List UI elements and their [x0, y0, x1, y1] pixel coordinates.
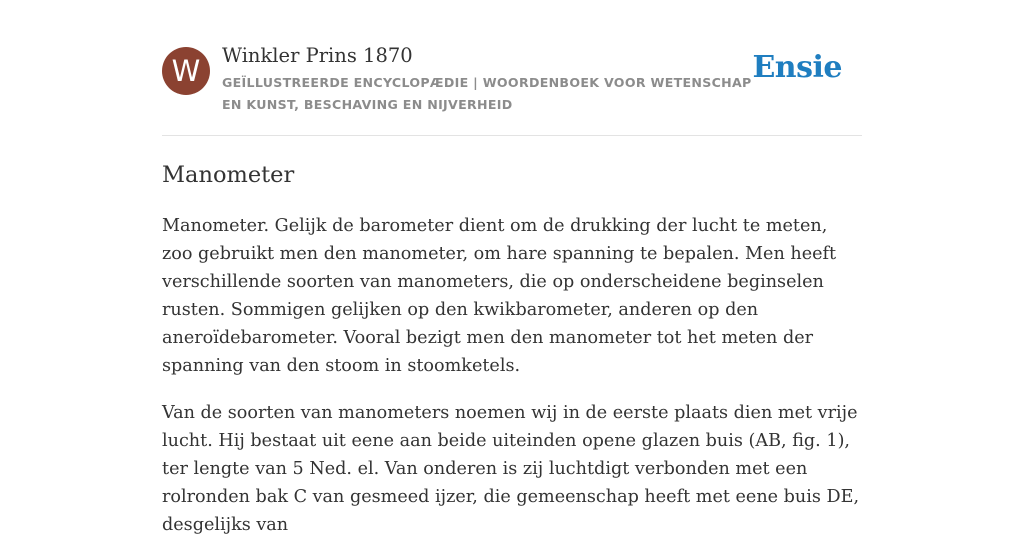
content-container	[162, 0, 862, 539]
source-header	[162, 0, 862, 136]
entry-title: Manometer	[162, 162, 295, 188]
source-avatar[interactable]: W	[162, 47, 210, 95]
source-subtitle: GEÏLLUSTREERDE ENCYCLOPÆDIE | WOORDENBOEK VOOR WETENSCHAP EN KUNST, BESCHAVING EN NIJVERHEID	[222, 75, 752, 112]
source-title[interactable]: Winkler Prins 1870	[222, 44, 413, 67]
entry-paragraph: Manometer. Gelijk de barometer dient om de drukking der lucht te meten, zoo gebruikt men den manometer, om hare spanning te bepalen. Men heeft verschillende soorten van manometers, die op onderscheidene beginselen rusten. Sommigen gelijken op den kwikbarometer, anderen op den aneroïdebarometer. Vooral bezigt men den manometer tot het meten der spanning van den stoom in stoomketels.	[162, 216, 837, 376]
entry-paragraph: Van de soorten van manometers noemen wij in de eerste plaats dien met vrije lucht. Hij bestaat uit eene aan beide uiteinden opene glazen buis (AB, fig. 1), ter lengte van 5 Ned. el. Van onderen is zij luchtdigt verbonden met een rolronden bak C van gesmeed ijzer, die gemeenschap heeft met eene buis DE, desgelijks van	[162, 403, 860, 535]
ensie-logo[interactable]: Ensie	[752, 50, 842, 85]
